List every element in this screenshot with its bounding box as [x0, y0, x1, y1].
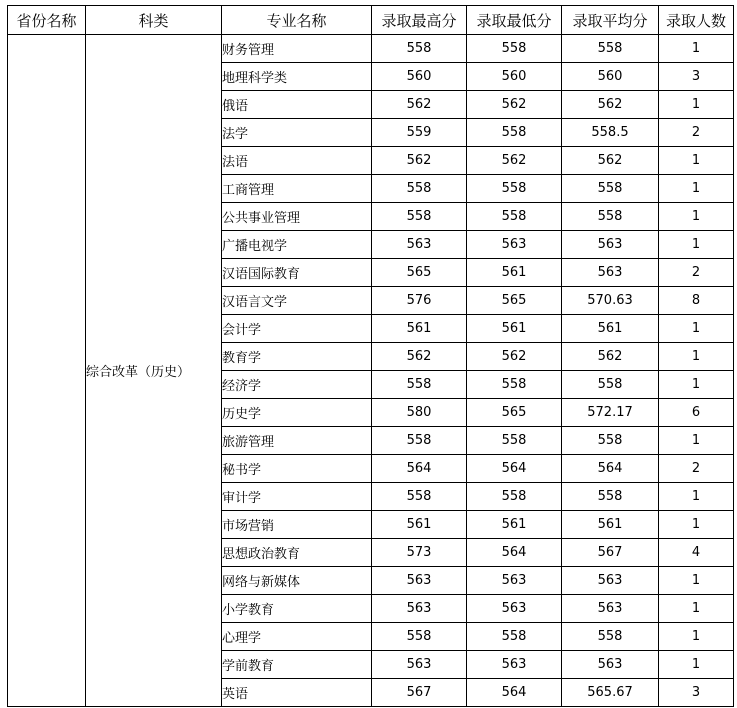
min-score-cell: 558 — [467, 203, 562, 231]
major-cell: 会计学 — [222, 315, 372, 343]
min-score-cell: 564 — [467, 455, 562, 483]
header-province: 省份名称 — [8, 6, 86, 35]
major-cell: 学前教育 — [222, 651, 372, 679]
count-cell: 1 — [659, 203, 734, 231]
count-cell: 1 — [659, 371, 734, 399]
max-score-cell: 558 — [372, 35, 467, 63]
max-score-cell: 573 — [372, 539, 467, 567]
avg-score-cell: 563 — [562, 231, 659, 259]
count-cell: 1 — [659, 483, 734, 511]
avg-score-cell: 558.5 — [562, 119, 659, 147]
max-score-cell: 561 — [372, 511, 467, 539]
max-score-cell: 561 — [372, 315, 467, 343]
major-cell: 财务管理 — [222, 35, 372, 63]
header-row — [8, 6, 734, 35]
major-cell: 审计学 — [222, 483, 372, 511]
min-score-cell: 565 — [467, 399, 562, 427]
max-score-cell: 559 — [372, 119, 467, 147]
max-score-cell: 558 — [372, 203, 467, 231]
max-score-cell: 580 — [372, 399, 467, 427]
avg-score-cell: 558 — [562, 427, 659, 455]
major-cell: 市场营销 — [222, 511, 372, 539]
avg-score-cell: 558 — [562, 35, 659, 63]
count-cell: 2 — [659, 119, 734, 147]
min-score-cell: 560 — [467, 63, 562, 91]
major-cell: 经济学 — [222, 371, 372, 399]
min-score-cell: 565 — [467, 287, 562, 315]
avg-score-cell: 563 — [562, 259, 659, 287]
avg-score-cell: 558 — [562, 623, 659, 651]
avg-score-cell: 562 — [562, 147, 659, 175]
count-cell: 2 — [659, 455, 734, 483]
major-cell: 汉语言文学 — [222, 287, 372, 315]
avg-score-cell: 564 — [562, 455, 659, 483]
count-cell: 3 — [659, 63, 734, 91]
count-cell: 4 — [659, 539, 734, 567]
table-body — [8, 35, 734, 707]
min-score-cell: 558 — [467, 623, 562, 651]
count-cell: 1 — [659, 231, 734, 259]
avg-score-cell: 561 — [562, 315, 659, 343]
count-cell: 1 — [659, 175, 734, 203]
avg-score-cell: 565.67 — [562, 679, 659, 707]
header-category: 科类 — [86, 6, 222, 35]
major-cell: 教育学 — [222, 343, 372, 371]
count-cell: 1 — [659, 651, 734, 679]
max-score-cell: 567 — [372, 679, 467, 707]
major-cell: 汉语国际教育 — [222, 259, 372, 287]
avg-score-cell: 558 — [562, 483, 659, 511]
major-cell: 小学教育 — [222, 595, 372, 623]
admissions-table — [7, 5, 734, 707]
avg-score-cell: 572.17 — [562, 399, 659, 427]
count-cell: 1 — [659, 427, 734, 455]
category-cell: 综合改革（历史） — [86, 35, 222, 707]
major-cell: 法语 — [222, 147, 372, 175]
count-cell: 1 — [659, 91, 734, 119]
major-cell: 工商管理 — [222, 175, 372, 203]
min-score-cell: 562 — [467, 147, 562, 175]
min-score-cell: 564 — [467, 679, 562, 707]
max-score-cell: 560 — [372, 63, 467, 91]
avg-score-cell: 561 — [562, 511, 659, 539]
max-score-cell: 558 — [372, 427, 467, 455]
min-score-cell: 561 — [467, 511, 562, 539]
min-score-cell: 558 — [467, 427, 562, 455]
avg-score-cell: 570.63 — [562, 287, 659, 315]
min-score-cell: 562 — [467, 343, 562, 371]
major-cell: 法学 — [222, 119, 372, 147]
max-score-cell: 565 — [372, 259, 467, 287]
major-cell: 地理科学类 — [222, 63, 372, 91]
min-score-cell: 561 — [467, 315, 562, 343]
avg-score-cell: 567 — [562, 539, 659, 567]
min-score-cell: 563 — [467, 651, 562, 679]
avg-score-cell: 558 — [562, 203, 659, 231]
min-score-cell: 558 — [467, 119, 562, 147]
avg-score-cell: 563 — [562, 567, 659, 595]
header-avg-score: 录取平均分 — [562, 6, 659, 35]
min-score-cell: 564 — [467, 539, 562, 567]
max-score-cell: 562 — [372, 91, 467, 119]
header-min-score: 录取最低分 — [467, 6, 562, 35]
count-cell: 8 — [659, 287, 734, 315]
max-score-cell: 562 — [372, 147, 467, 175]
count-cell: 6 — [659, 399, 734, 427]
count-cell: 3 — [659, 679, 734, 707]
count-cell: 1 — [659, 147, 734, 175]
count-cell: 2 — [659, 259, 734, 287]
count-cell: 1 — [659, 315, 734, 343]
count-cell: 1 — [659, 623, 734, 651]
count-cell: 1 — [659, 595, 734, 623]
min-score-cell: 558 — [467, 175, 562, 203]
min-score-cell: 558 — [467, 35, 562, 63]
major-cell: 历史学 — [222, 399, 372, 427]
max-score-cell: 564 — [372, 455, 467, 483]
major-cell: 英语 — [222, 679, 372, 707]
max-score-cell: 563 — [372, 567, 467, 595]
avg-score-cell: 562 — [562, 91, 659, 119]
major-cell: 俄语 — [222, 91, 372, 119]
major-cell: 公共事业管理 — [222, 203, 372, 231]
max-score-cell: 563 — [372, 595, 467, 623]
min-score-cell: 563 — [467, 231, 562, 259]
avg-score-cell: 563 — [562, 595, 659, 623]
major-cell: 广播电视学 — [222, 231, 372, 259]
min-score-cell: 558 — [467, 483, 562, 511]
min-score-cell: 561 — [467, 259, 562, 287]
avg-score-cell: 558 — [562, 371, 659, 399]
avg-score-cell: 558 — [562, 175, 659, 203]
major-cell: 思想政治教育 — [222, 539, 372, 567]
header-major: 专业名称 — [222, 6, 372, 35]
min-score-cell: 558 — [467, 371, 562, 399]
count-cell: 1 — [659, 35, 734, 63]
major-cell: 心理学 — [222, 623, 372, 651]
max-score-cell: 563 — [372, 231, 467, 259]
max-score-cell: 558 — [372, 623, 467, 651]
min-score-cell: 563 — [467, 567, 562, 595]
max-score-cell: 558 — [372, 175, 467, 203]
max-score-cell: 563 — [372, 651, 467, 679]
max-score-cell: 558 — [372, 371, 467, 399]
max-score-cell: 576 — [372, 287, 467, 315]
province-cell — [8, 35, 86, 707]
table-row — [8, 35, 734, 63]
avg-score-cell: 563 — [562, 651, 659, 679]
header-max-score: 录取最高分 — [372, 6, 467, 35]
min-score-cell: 563 — [467, 595, 562, 623]
major-cell: 秘书学 — [222, 455, 372, 483]
avg-score-cell: 560 — [562, 63, 659, 91]
major-cell: 网络与新媒体 — [222, 567, 372, 595]
max-score-cell: 562 — [372, 343, 467, 371]
major-cell: 旅游管理 — [222, 427, 372, 455]
count-cell: 1 — [659, 343, 734, 371]
min-score-cell: 562 — [467, 91, 562, 119]
header-count: 录取人数 — [659, 6, 734, 35]
count-cell: 1 — [659, 511, 734, 539]
count-cell: 1 — [659, 567, 734, 595]
avg-score-cell: 562 — [562, 343, 659, 371]
max-score-cell: 558 — [372, 483, 467, 511]
